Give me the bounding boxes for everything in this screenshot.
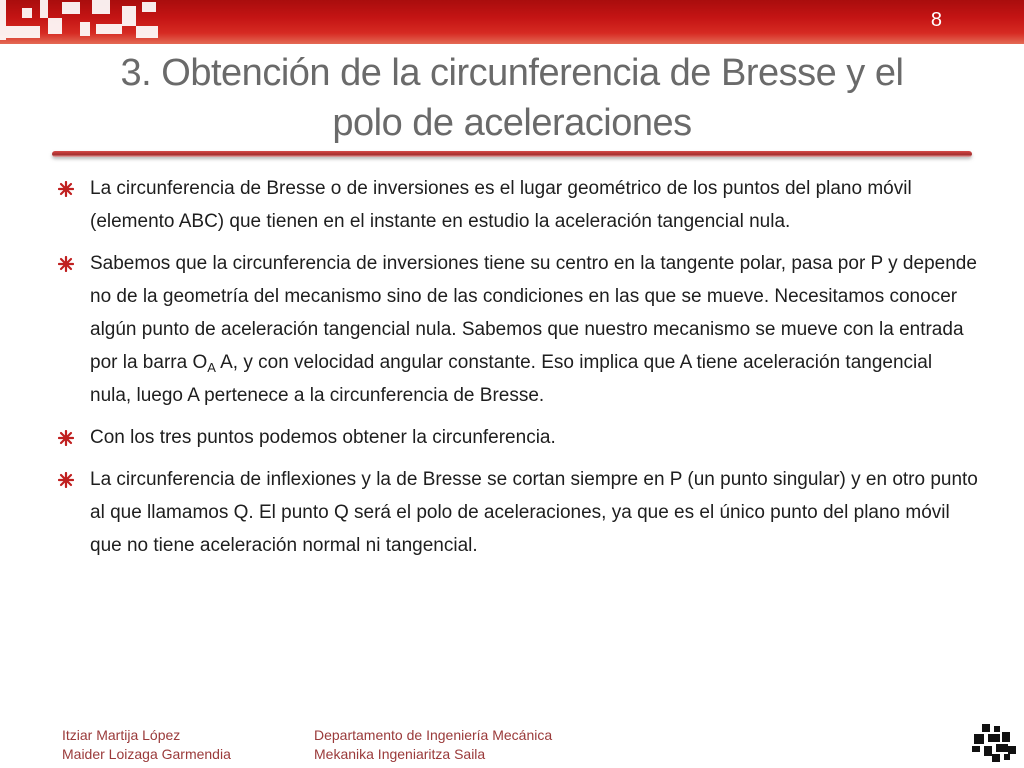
red-starburst-icon <box>58 256 74 272</box>
slide-title <box>40 48 984 148</box>
footer-department <box>314 726 552 764</box>
author-name: Maider Loizaga Garmendia <box>62 746 231 762</box>
bullet-text-part: A, y con velocidad angular constante. Eso implica que A tiene aceleración tangencial nula, luego A pertenece a la circunferencia de Bresse. <box>90 352 933 406</box>
bullet-item <box>58 247 978 412</box>
bullet-text: La circunferencia de inflexiones y la de Bresse se cortan siempre en P (un punto singular) y en otro punto al que llamamos Q. El punto Q será el polo de aceleraciones, ya que es el único punto del plano móvil que no tiene aceleración normal ni tangencial. <box>90 469 978 556</box>
page-number: 8 <box>930 9 942 31</box>
footer-authors <box>62 726 231 764</box>
bullet-item <box>58 172 978 238</box>
bullet-text-part: Sabemos que la circunferencia de inversiones tiene su centro en la tangente polar, pasa por P y depende no de la geometría del mecanismo sino de las condiciones en las que se mueve. Necesitamos conocer algún punto de aceleración tangencial nula. Sabemos que nuestro mecanismo se mueve con la entrada por la barra O <box>90 253 977 373</box>
slide-body <box>58 172 978 571</box>
bullet-item <box>58 421 978 454</box>
header-bar <box>0 0 1024 44</box>
university-logo-icon <box>972 724 1016 762</box>
university-logo-pattern-icon <box>0 0 170 44</box>
bullet-text: La circunferencia de Bresse o de inversiones es el lugar geométrico de los puntos del plano móvil (elemento ABC) que tienen en el instante en estudio la aceleración tangencial nula. <box>90 178 912 232</box>
title-divider <box>52 151 972 157</box>
bullet-item <box>58 463 978 562</box>
red-starburst-icon <box>58 181 74 197</box>
bullet-text <box>90 253 977 406</box>
author-name: Itziar Martija López <box>62 727 181 743</box>
subscript-a: A <box>207 360 216 375</box>
red-starburst-icon <box>58 472 74 488</box>
slide-title-line-2: polo de aceleraciones <box>332 102 692 144</box>
red-starburst-icon <box>58 430 74 446</box>
department-name: Departamento de Ingeniería Mecánica <box>314 727 553 743</box>
bullet-text: Con los tres puntos podemos obtener la circunferencia. <box>90 427 556 448</box>
slide-title-line-1: 3. Obtención de la circunferencia de Bresse y el <box>120 52 904 94</box>
department-name: Mekanika Ingeniaritza Saila <box>314 746 486 762</box>
